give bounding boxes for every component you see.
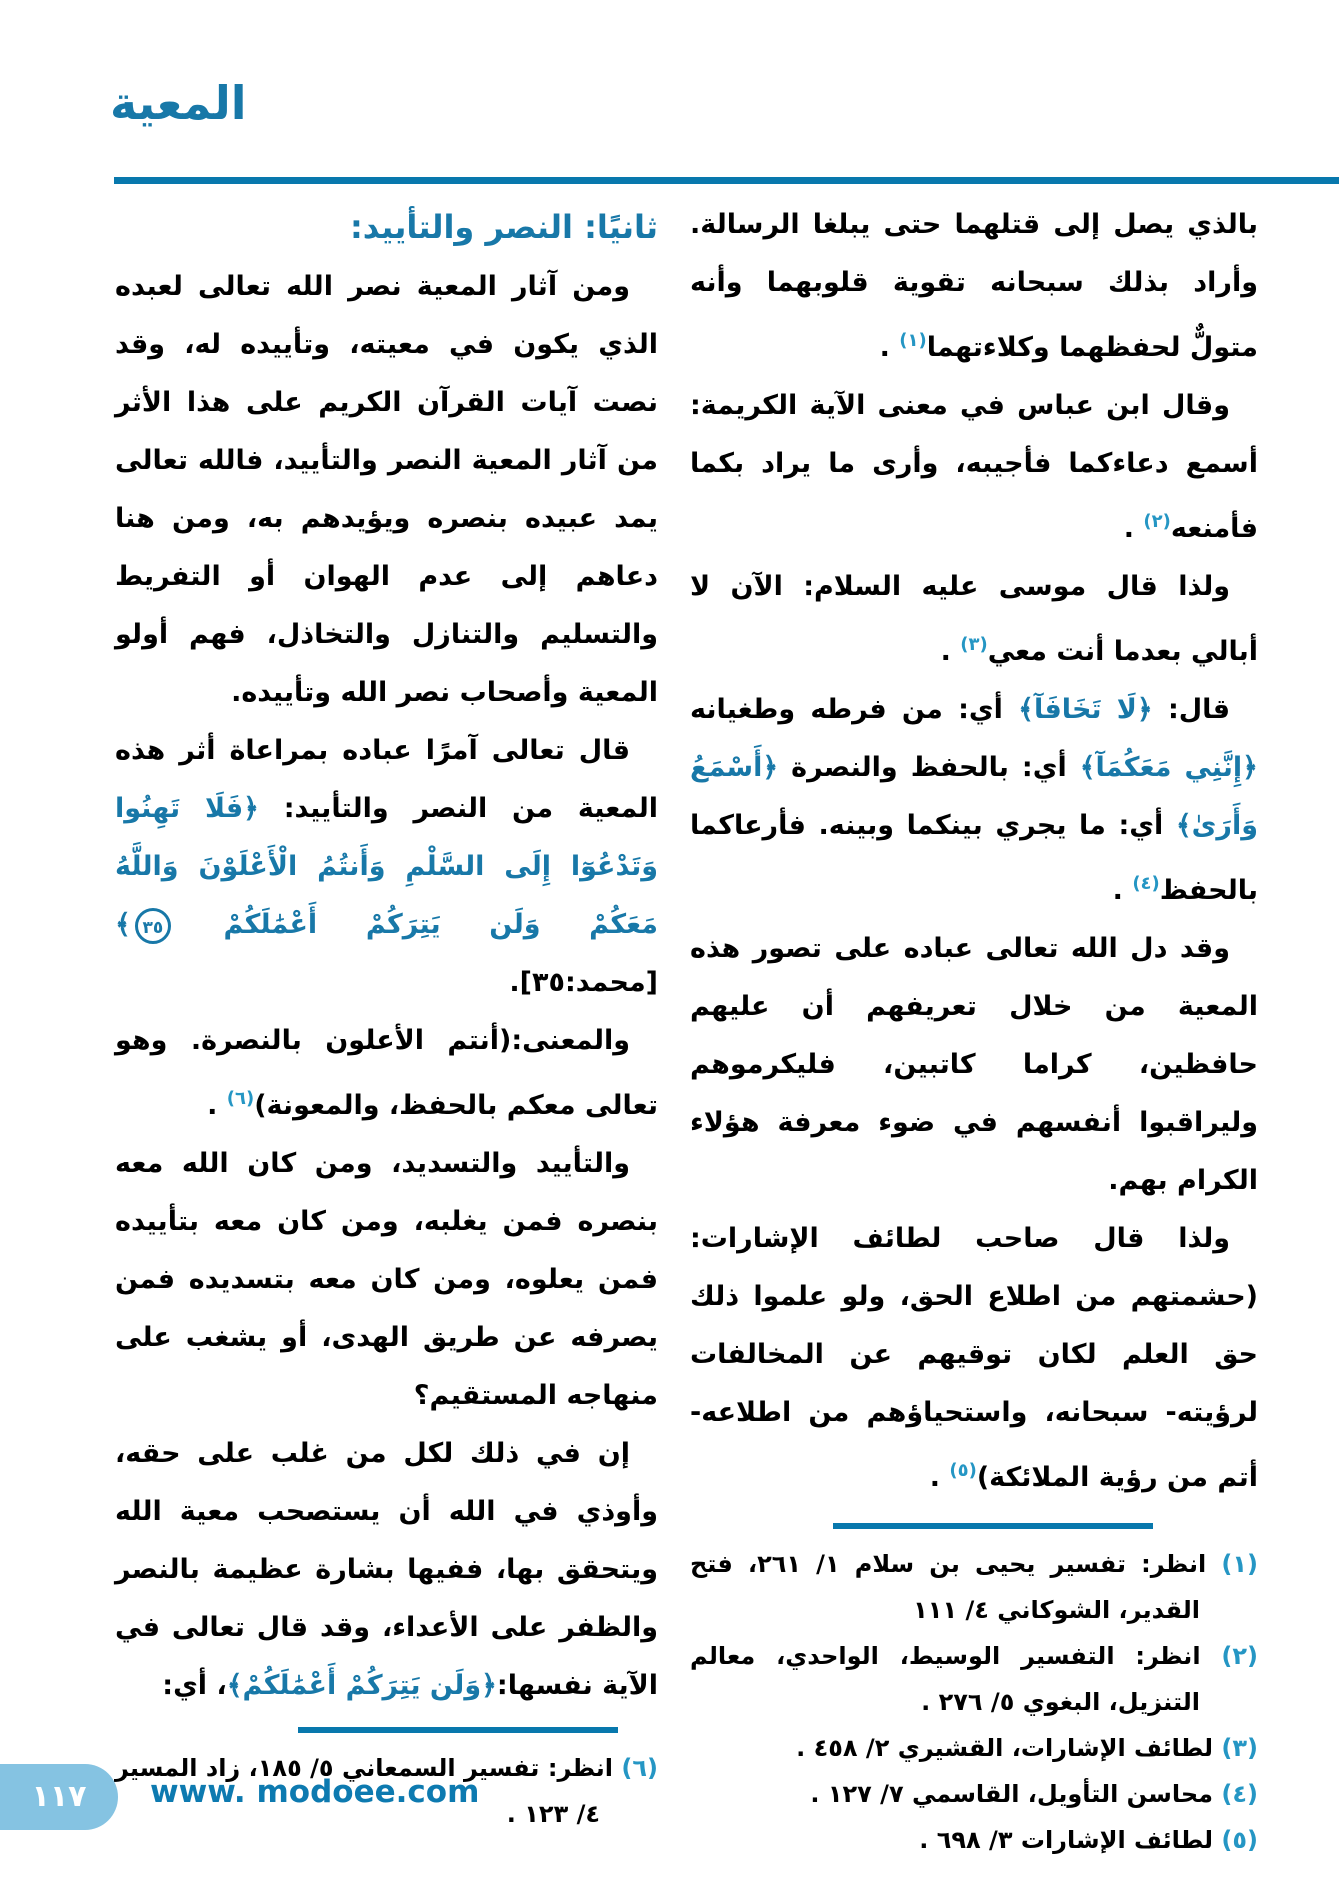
footnote [690,1725,1258,1771]
right-column-paragraphs [690,196,1258,1507]
footnote [690,1817,1258,1863]
footnote [690,1771,1258,1817]
body-text: قال تعالى آمرًا عباده بمراعاة أثر هذه المعية من النصر والتأييد: [115,735,658,824]
body-text: أي: من فرطه وطغيانه [690,694,1019,725]
left-column [115,196,658,1837]
footnote-separator-right [833,1523,1153,1529]
right-column [690,196,1258,1863]
body-text: . [1123,513,1144,544]
paragraph [690,558,1258,681]
footnote-ref: (٥) [949,1460,977,1481]
quran-text: ﴿أَسْمَعُ وَأَرَىٰ﴾ [690,752,1258,841]
body-text: . [879,332,900,363]
footnote-ref: (١) [899,330,927,351]
ayah-number-marker: ٣٥ [135,908,171,944]
body-text: والتأييد والتسديد، ومن كان الله معه بنصره فمن يغلبه، ومن كان معه بتأييده فمن يعلوه، ومن كان معه بتسديده فمن يصرفه عن طريق الهدى، أو يشغب على منهاجه المستقيم؟ [115,1148,658,1411]
header-rule [114,177,1339,184]
body-text: وقد دل الله تعالى عباده على تصور هذه المعية من خلال تعريفهم أن عليهم حافظين، كراما كاتبين، فليكرموهم وليراقبوا أنفسهم في ضوء معرفة هؤلاء الكرام بهم. [690,933,1258,1196]
footnote-number: (١) [1221,1550,1259,1578]
body-text: ولذا قال موسى عليه السلام: الآن لا أبالي بعدما أنت معي [690,571,1258,667]
body-text: . [1112,875,1133,906]
body-text: والمعنى:(أنتم الأعلون بالنصرة. وهو تعالى معكم بالحفظ، والمعونة) [115,1025,658,1121]
paragraph [690,1210,1258,1507]
footnote-number: (٣) [1221,1734,1258,1762]
body-text: . [207,1090,227,1121]
paragraph [690,377,1258,558]
footnote-text: لطائف الإشارات، القشيري ٢/ ٤٥٨ . [796,1734,1222,1762]
body-text: أي: ما يجري بينكما وبينه. فأرعاكما بالحفظ [690,810,1258,906]
footnote-text: انظر: تفسير السمعاني ٥/ ١٨٥، زاد المسير ٤/ ١٢٣ . [115,1754,622,1828]
paragraph [115,1135,658,1425]
right-column-footnotes [690,1541,1258,1863]
footnote-text: انظر: التفسير الوسيط، الواحدي، معالم التنزيل، البغوي ٥/ ٢٧٦ . [690,1642,1222,1716]
page-header-title: المعية [110,76,247,130]
footnote-ref: (٣) [960,634,988,655]
footnote-text: لطائف الإشارات ٣/ ٦٩٨ . [919,1826,1222,1854]
body-text: بالذي يصل إلى قتلهما حتى يبلغا الرسالة. وأراد بذلك سبحانه تقوية قلوبهما وأنه متولٌّ لحفظهما وكلاءتهما [690,209,1258,363]
quran-text: ﴿لَا تَخَافَآ﴾ [1018,694,1153,725]
footnote-number: (٢) [1221,1642,1258,1670]
body-text: قال: [1152,694,1230,725]
body-text: أي: بالحفظ والنصرة [778,752,1080,783]
paragraph [115,1012,658,1135]
body-text: وقال ابن عباس في معنى الآية الكريمة: أسمع دعاءكما فأجيبه، وأرى ما يراد بكما فأمنعه [690,390,1258,544]
quran-text: ﴾ [115,909,131,940]
page-number-pill [0,1764,118,1830]
footnote-ref: (٤) [1132,873,1160,894]
body-text: ومن آثار المعية نصر الله تعالى لعبده الذي يكون في معيته، وتأييده له، وقد نصت آيات القرآن الكريم على هذا الأثر من آثار المعية النصر والتأييد، فالله تعالى يمد عبيده بنصره ويؤيدهم به، ومن هنا دعاهم إلى عدم الهوان أو التفريط والتسليم والتنازل والتخاذل، فهم أولو المعية وأصحاب نصر الله وتأييده. [115,271,658,708]
quran-text: ﴿وَلَن يَتِرَكُمْ أَعْمَٰلَكُمْ﴾ [226,1670,497,1701]
paragraph [690,196,1258,377]
section-heading: ثانيًا: النصر والتأييد: [350,208,658,246]
body-text: [محمد:٣٥]. [509,967,658,998]
body-text: . [929,1462,950,1493]
body-text: ولذا قال صاحب لطائف الإشارات: (حشمتهم من اطلاع الحق، ولو علموا ذلك حق العلم لكان توقيهم عن المخالفات لرؤيته- سبحانه، واستحياؤهم من اطلاعه- أتم من رؤية الملائكة) [690,1223,1258,1493]
footnote [690,1633,1258,1725]
body-text: ، أي: [162,1670,227,1701]
footnote-text: انظر: تفسير يحيى بن سلام ١/ ٢٦١، فتح القدير، الشوكاني ٤/ ١١١ [690,1550,1222,1624]
footnote-number: (٥) [1221,1826,1258,1854]
footnote-separator-left [298,1727,618,1733]
paragraph [690,681,1258,920]
footnote-ref: (٦) [226,1088,255,1109]
paragraph [115,1425,658,1715]
page-number: ١١٧ [31,1779,87,1814]
footnote-number: (٦) [621,1754,658,1782]
website-url: www. modoee.com [150,1774,480,1810]
footnote [690,1541,1258,1633]
body-text: إن في ذلك لكل من غلب على حقه، وأوذي في الله أن يستصحب معية الله ويتحقق بها، ففيها بشارة عظيمة بالنصر والظفر على الأعداء، وقد قال تعالى في الآية نفسها: [115,1438,658,1701]
body-text: . [940,636,961,667]
quran-text: ﴿فَلَا تَهِنُوا وَتَدْعُوٓا إِلَى السَّلْمِ وَأَنتُمُ الْأَعْلَوْنَ وَاللَّهُ مَعَكُمْ وَلَن يَتِرَكُمْ أَعْمَٰلَكُمْ [115,793,658,940]
quran-text: ﴿إِنَّنِي مَعَكُمَآ﴾ [1079,752,1259,783]
footnote-text: محاسن التأويل، القاسمي ٧/ ١٢٧ . [810,1780,1222,1808]
paragraph [115,722,658,1012]
paragraph [690,920,1258,1210]
footnote-number: (٤) [1221,1780,1258,1808]
footnote-ref: (٢) [1143,511,1171,532]
left-column-paragraphs [115,258,658,1715]
paragraph [115,258,658,722]
